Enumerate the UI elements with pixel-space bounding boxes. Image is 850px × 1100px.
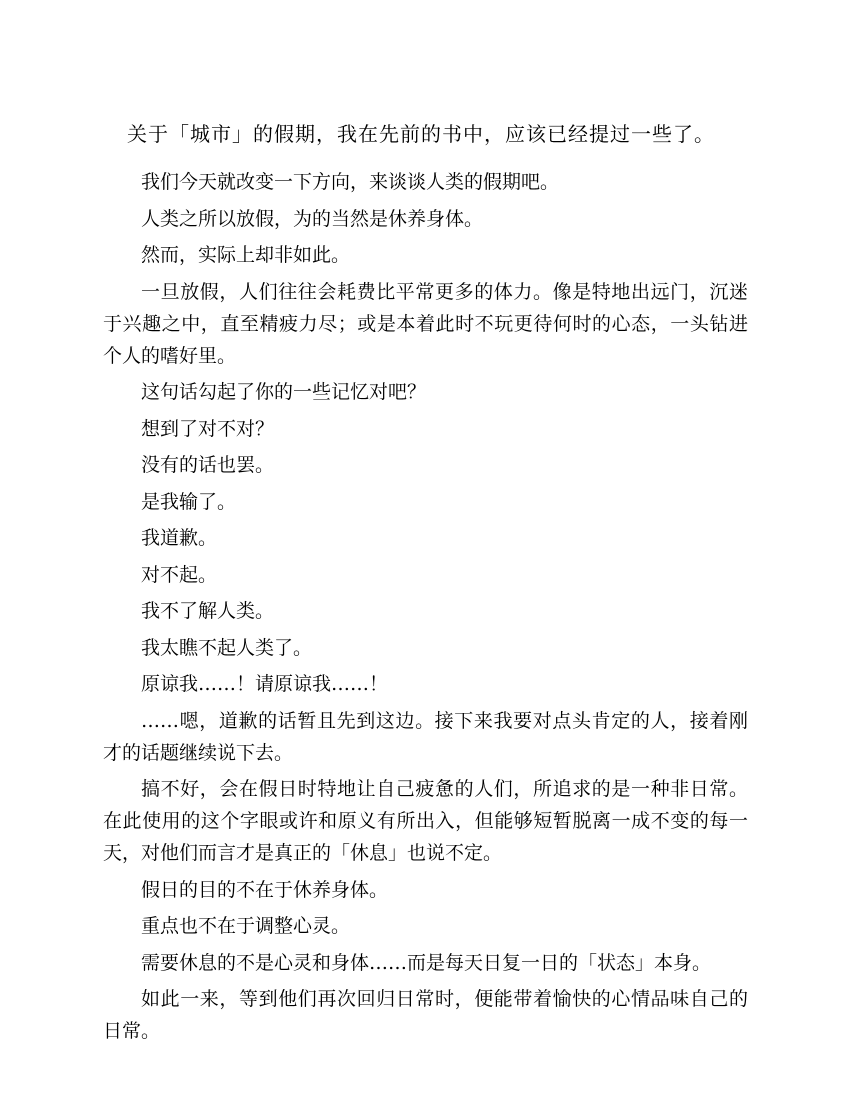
paragraph: 一旦放假，人们往往会耗费比平常更多的体力。像是特地出远门，沉迷于兴趣之中，直至精疲力尽；或是本着此时不玩更待何时的心态，一头钻进个人的嗜好里。 <box>103 280 748 367</box>
paragraph: 我道歉。 <box>141 527 218 549</box>
paragraph: 这句话勾起了你的一些记忆对吧？ <box>141 381 427 403</box>
paragraph: 如此一来，等到他们再次回归日常时，便能带着愉快的心情品味自己的日常。 <box>103 988 748 1042</box>
paragraph: 我不了解人类。 <box>141 600 275 622</box>
body-text <box>103 166 748 1052</box>
paragraph: 对不起。 <box>141 563 218 586</box>
paragraph: 我们今天就改变一下方向，来谈谈人类的假期吧。 <box>141 171 560 193</box>
paragraph: 需要休息的不是心灵和身体……而是每天日复一日的「状态」本身。 <box>141 951 712 974</box>
paragraph: 是我输了。 <box>141 490 237 513</box>
paragraph: 重点也不在于调整心灵。 <box>141 915 351 937</box>
lead-paragraph: 关于「城市」的假期，我在先前的书中，应该已经提过一些了。 <box>127 122 715 146</box>
paragraph: 没有的话也罢。 <box>141 454 275 476</box>
paragraph: ……嗯，道歉的话暂且先到这边。接下来我要对点头肯定的人，接着刚才的话题继续说下去。 <box>103 709 748 764</box>
paragraph: 然而，实际上却非如此。 <box>141 244 351 266</box>
paragraph: 搞不好，会在假日时特地让自己疲惫的人们，所追求的是一种非日常。在此使用的这个字眼或许和原义有所出入，但能够短暂脱离一成不变的每一天，对他们而言才是真正的「休息」也说不定。 <box>103 778 748 864</box>
paragraph: 我太瞧不起人类了。 <box>141 636 313 659</box>
paragraph: 想到了对不对？ <box>141 417 275 440</box>
paragraph: 假日的目的不在于休养身体。 <box>141 878 389 901</box>
paragraph: 原谅我……！请原谅我……！ <box>141 673 389 695</box>
paragraph: 人类之所以放假，为的当然是休养身体。 <box>141 207 484 230</box>
